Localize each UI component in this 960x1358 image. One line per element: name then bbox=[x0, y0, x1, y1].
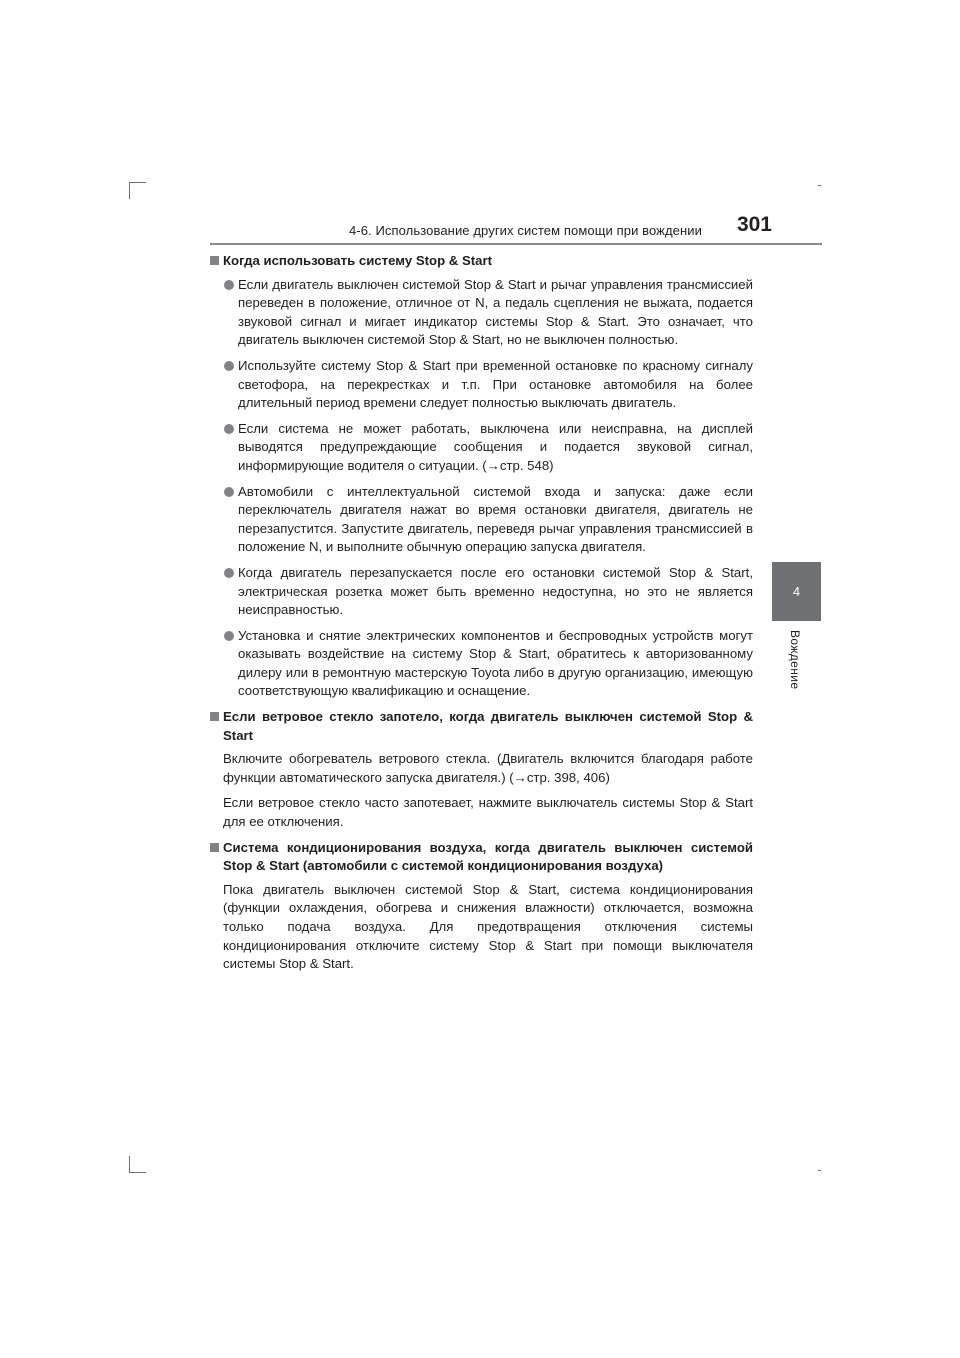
square-bullet-icon bbox=[210, 843, 219, 852]
paragraph: Пока двигатель выключен системой Stop & Start, система кондиционирования (функции охлаждения, обогрева и снижения влажности) отключается, возможна только подача воздуха. Для предотвращения отключения системы кондиционирования отключите систему Stop & Start при помощи выключателя системы Stop & Start. bbox=[223, 881, 753, 972]
circle-bullet-icon bbox=[224, 424, 234, 434]
circle-bullet-icon bbox=[224, 568, 234, 578]
circle-bullet-icon bbox=[224, 280, 234, 290]
bullet-item: Если двигатель выключен системой Stop & Start и рычаг управления трансмиссией переведен в положение, отличное от N, а педаль сцепления не выжата, подается звуковой сигнал и мигает индикатор системы Stop & Start. Это означает, что двигатель выключен системой Stop & Start, но не выключен полностью. bbox=[210, 276, 753, 350]
page-number: 301 bbox=[736, 213, 772, 236]
chapter-tab bbox=[772, 562, 821, 621]
bullet-item: Если система не может работать, выключена или неисправна, на дисплей выводятся предупреждающие сообщения и подается звуковой сигнал, информирующие водителя о ситуации. (→стр. 548) bbox=[210, 420, 753, 476]
bullet-item: Автомобили с интеллектуальной системой входа и запуска: даже если переключатель двигателя нажат во время остановки двигателя, двигатель не перезапустится. Запустите двигатель, переведя рычаг управления трансмиссией в положение N, и выполните обычную операцию запуска двигателя. bbox=[210, 483, 753, 557]
page-header bbox=[210, 213, 822, 245]
circle-bullet-icon bbox=[224, 631, 234, 641]
paragraph: Если ветровое стекло часто запотевает, нажмите выключатель системы Stop & Start для ее отключения. bbox=[223, 795, 753, 830]
page-content bbox=[210, 252, 753, 981]
crop-mark-top-left-v bbox=[129, 182, 130, 199]
bullet-item: Когда двигатель перезапускается после его остановки системой Stop & Start, электрическая розетка может быть временно недоступна, но это не является неисправностью. bbox=[210, 564, 753, 620]
crop-mark-bottom-left-v bbox=[129, 1156, 130, 1173]
square-bullet-icon bbox=[210, 256, 219, 265]
circle-bullet-icon bbox=[224, 361, 234, 371]
section-heading: Когда использовать систему Stop & Start bbox=[210, 252, 753, 271]
paragraph: Включите обогреватель ветрового стекла. (Двигатель включится благодаря работе функции автоматического запуска двигателя.) (→стр. 398, 406) bbox=[223, 751, 753, 785]
square-bullet-icon bbox=[210, 712, 219, 721]
bullet-item: Используйте систему Stop & Start при временной остановке по красному сигналу светофора, на перекрестках и т.п. При остановке автомобиля на более длительный период времени следует полностью выключать двигатель. bbox=[210, 357, 753, 413]
crop-mark-top-left-h bbox=[129, 182, 146, 183]
crop-mark-bottom-left-h bbox=[129, 1172, 146, 1173]
header-rule bbox=[210, 243, 822, 245]
circle-bullet-icon bbox=[224, 487, 234, 497]
section-heading: Если ветровое стекло запотело, когда двигатель выключен системой Stop & Start bbox=[210, 708, 753, 745]
section-heading: Система кондиционирования воздуха, когда двигатель выключен системой Stop & Start (автомобили с системой кондиционирования воздуха) bbox=[210, 839, 753, 876]
chapter-number: 4 bbox=[792, 584, 801, 599]
crop-mark-bottom-right bbox=[818, 1170, 821, 1171]
chapter-label: Вождение bbox=[788, 630, 802, 690]
header-title: 4-6. Использование других систем помощи при вождении bbox=[348, 223, 702, 238]
bullet-item: Установка и снятие электрических компонентов и беспроводных устройств могут оказывать воздействие на систему Stop & Start, обратитесь к авторизованному дилеру или в ремонтную мастерскую Toyota либо в другую организацию, имеющую соответствующую квалификацию и оснащение. bbox=[210, 627, 753, 701]
crop-mark-top-right bbox=[818, 185, 821, 186]
